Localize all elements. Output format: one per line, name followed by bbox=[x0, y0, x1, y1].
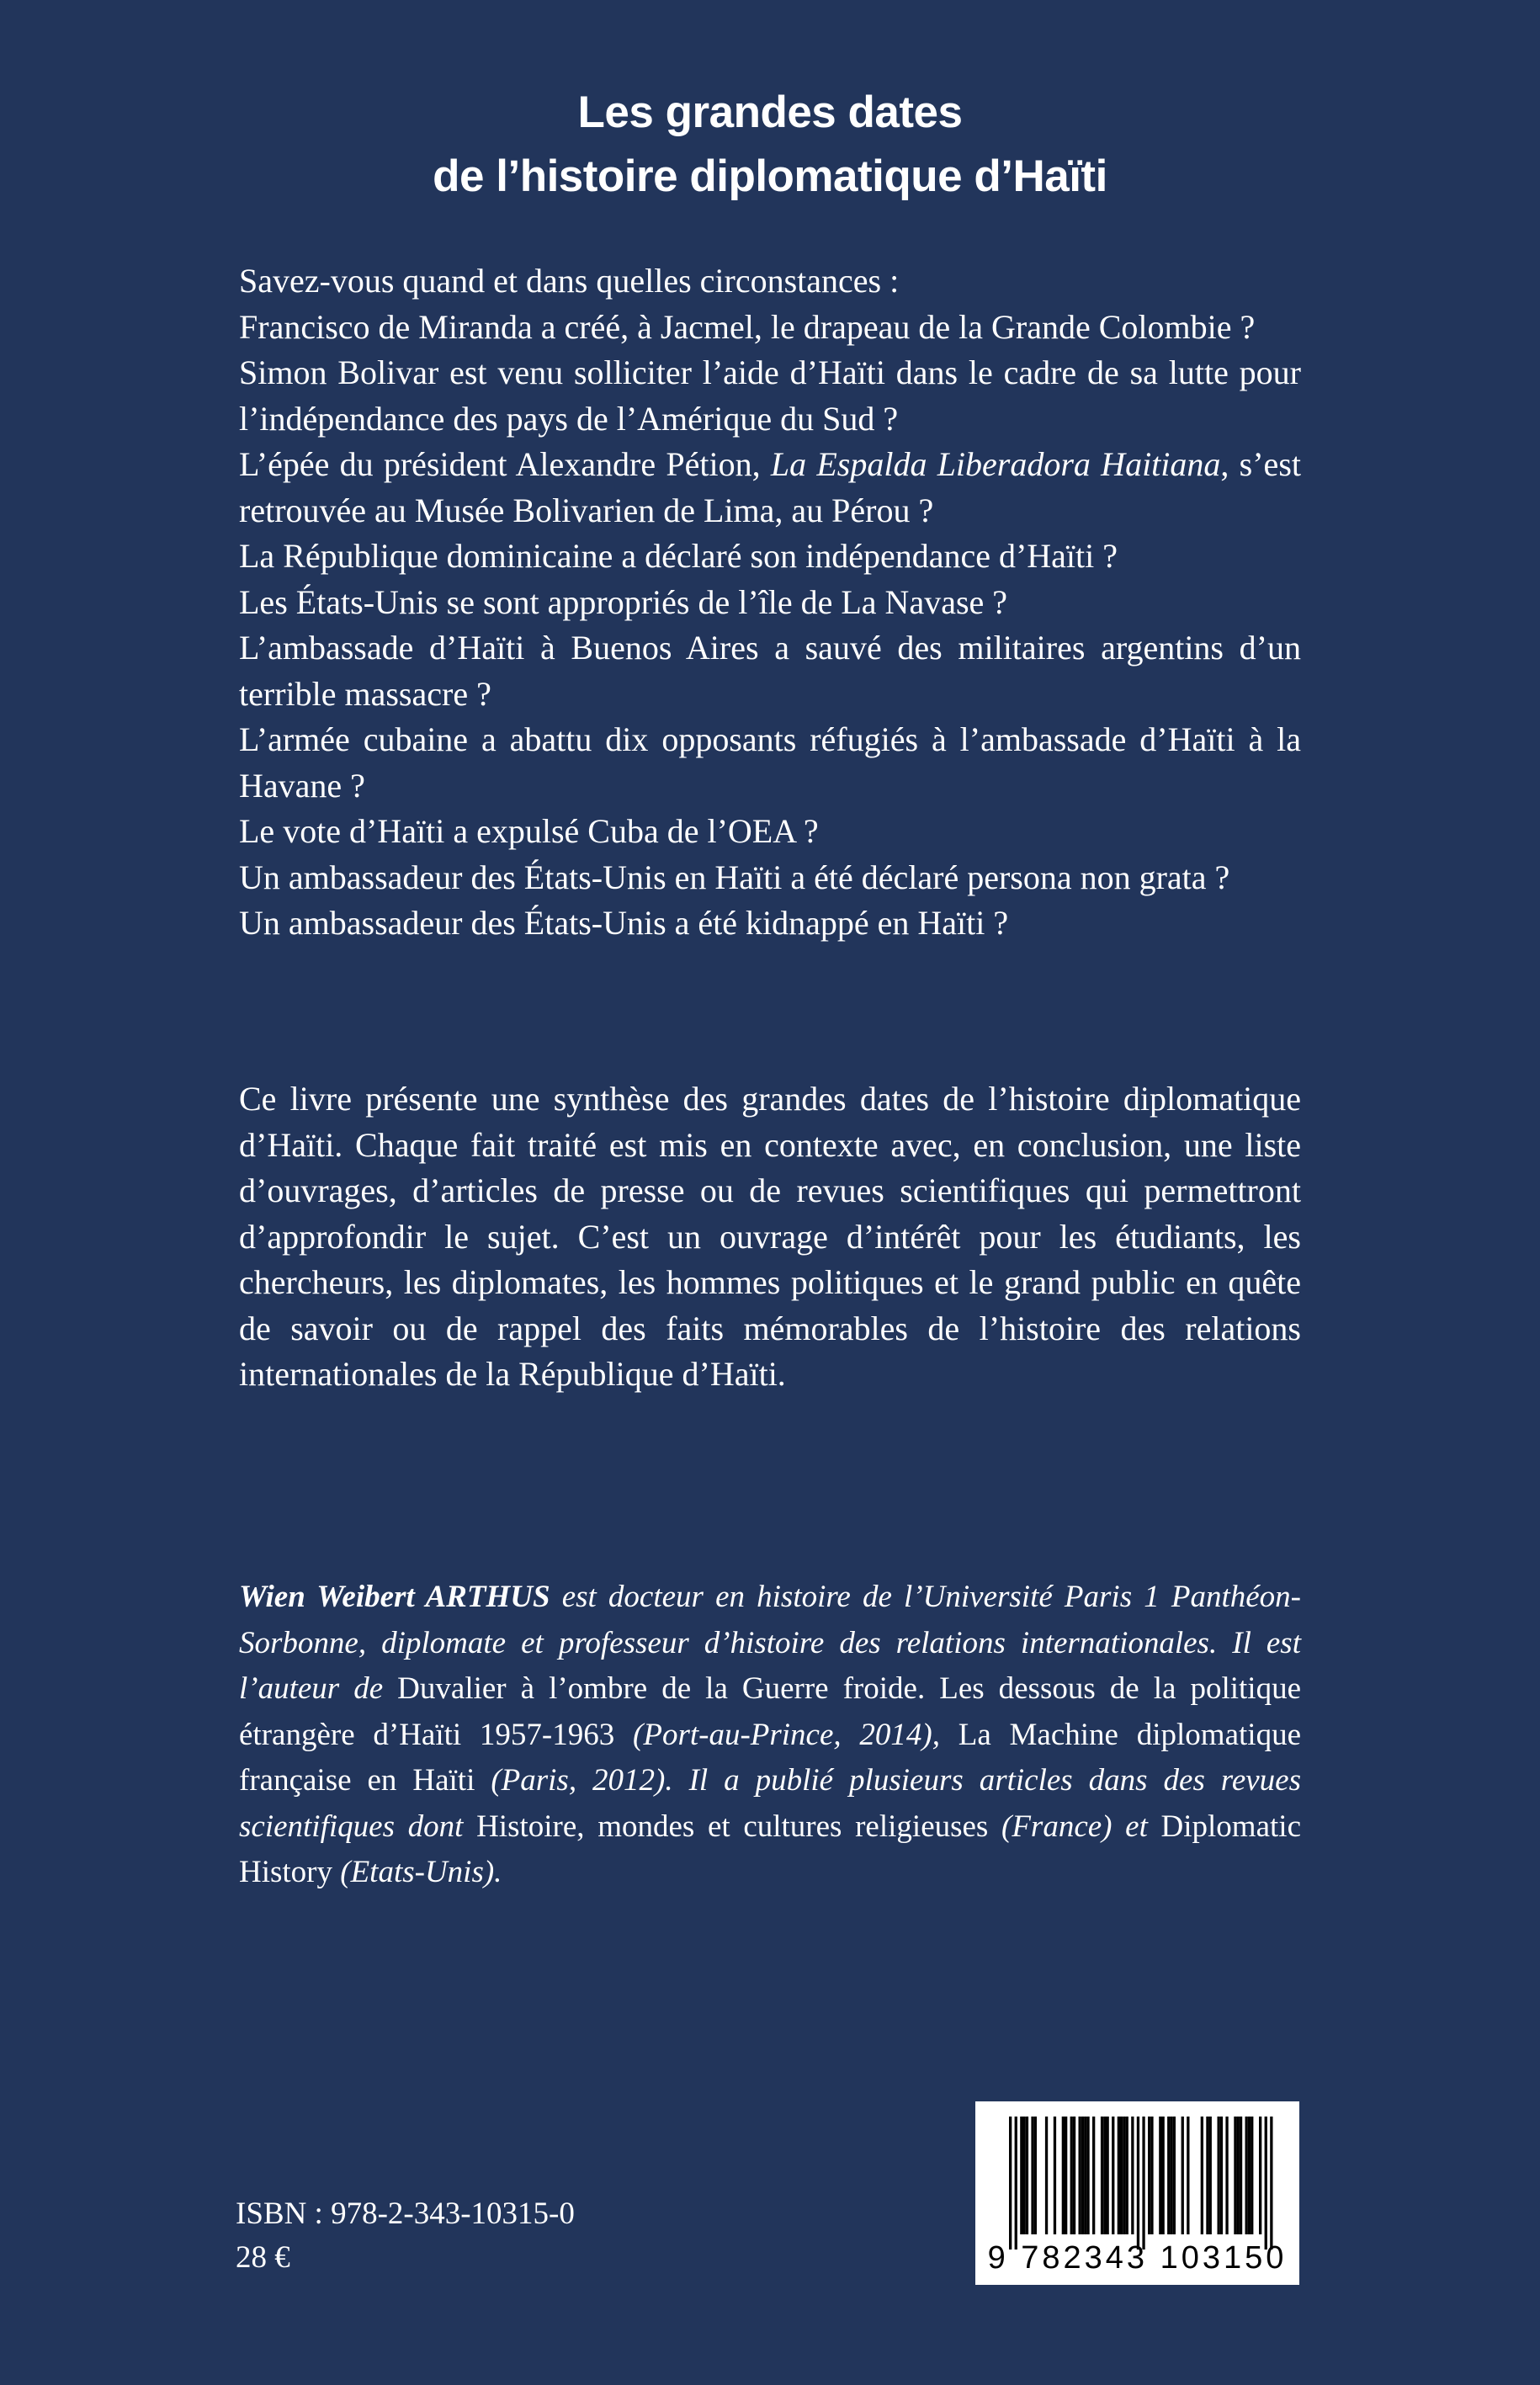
barcode-bar bbox=[1234, 2117, 1236, 2234]
barcode-bar bbox=[1137, 2117, 1139, 2250]
barcode-bar bbox=[1126, 2117, 1128, 2234]
barcode-bar bbox=[1167, 2117, 1170, 2234]
questions-block bbox=[239, 258, 1301, 947]
barcode-bar bbox=[1159, 2117, 1161, 2234]
barcode-bar bbox=[1065, 2117, 1067, 2234]
barcode-bar bbox=[1112, 2117, 1114, 2234]
barcode-bar bbox=[1034, 2117, 1037, 2234]
bio-text: (France) et bbox=[988, 1809, 1161, 1844]
question-text: L’épée du président Alexandre Pétion, bbox=[239, 445, 771, 483]
barcode-bar bbox=[1079, 2117, 1081, 2234]
barcode-bar bbox=[1084, 2117, 1086, 2234]
author-name: Wien Weibert ARTHUS bbox=[239, 1580, 550, 1614]
questions-intro: Savez-vous quand et dans quelles circonstances : bbox=[239, 262, 900, 300]
question-item: Francisco de Miranda a créé, à Jacmel, le drapeau de la Grande Colombie ? bbox=[239, 307, 1256, 346]
question-item: Les États-Unis se sont appropriés de l’île de La Navase ? bbox=[239, 582, 1008, 621]
question-item: Un ambassadeur des États-Unis a été kidnappé en Haïti ? bbox=[239, 904, 1009, 942]
barcode-bar bbox=[1103, 2117, 1106, 2234]
barcode-bar bbox=[1086, 2117, 1089, 2234]
barcode-bar bbox=[1092, 2117, 1095, 2234]
isbn-price-block bbox=[236, 2192, 575, 2280]
barcode-bar bbox=[1251, 2117, 1253, 2234]
barcode-bar bbox=[1101, 2117, 1103, 2234]
barcode-bar bbox=[1062, 2117, 1065, 2234]
journal-title-ref: Histoire, mondes et cultures religieuses bbox=[476, 1809, 989, 1844]
bio-text: est docteur en histoire de l’Université Paris 1 Panthéon-Sorbonne, diplomate et professeur d’histoire des relations internationales. Il est l’auteur de bbox=[239, 1580, 1301, 1706]
barcode-bar bbox=[1220, 2117, 1223, 2234]
book-title bbox=[0, 81, 1540, 209]
barcode-bar bbox=[1201, 2117, 1203, 2234]
question-item: L’armée cubaine a abattu dix opposants réfugiés à l’ambassade d’Haïti à la Havane ? bbox=[239, 720, 1301, 805]
barcode-bar bbox=[1218, 2117, 1220, 2234]
price: 28 € bbox=[236, 2240, 290, 2275]
barcode-bar bbox=[1107, 2117, 1109, 2234]
barcode-bar bbox=[1054, 2117, 1056, 2234]
barcode-bar bbox=[1120, 2117, 1123, 2234]
question-text: , s’est retrouvée au Musée Bolivarien de Lima, au Pérou ? bbox=[239, 445, 1301, 529]
barcode-bar bbox=[1209, 2117, 1212, 2234]
question-item: L’ambassade d’Haïti à Buenos Aires a sauvé des militaires argentins d’un terrible massacre ? bbox=[239, 629, 1301, 713]
barcode-bar bbox=[1245, 2117, 1248, 2234]
barcode-bar bbox=[1073, 2117, 1075, 2234]
barcode-bar bbox=[1118, 2117, 1120, 2234]
barcode-bar bbox=[1270, 2117, 1272, 2250]
barcode-bar bbox=[1020, 2117, 1022, 2234]
barcode-bar bbox=[1173, 2117, 1176, 2234]
barcode-bar bbox=[1187, 2117, 1189, 2234]
barcode-bar bbox=[1026, 2117, 1028, 2234]
barcode-bar bbox=[1148, 2117, 1150, 2234]
bio-text: (Etats-Unis). bbox=[332, 1855, 502, 1889]
book-title-ref: Duvalier à l’ombre de la Guerre froide. Les dessous de la politique étrangère d’Haïti 1957-1963 bbox=[239, 1671, 1301, 1752]
barcode-bar bbox=[1131, 2117, 1134, 2234]
barcode-bar bbox=[1240, 2117, 1242, 2234]
bio-text: (Paris, 2012). Il a publié plusieurs articles dans des revues scientifiques dont bbox=[239, 1763, 1301, 1844]
barcode-bar bbox=[1162, 2117, 1165, 2234]
barcode-bar bbox=[1259, 2117, 1261, 2234]
title-line-2: de l’histoire diplomatique d’Haïti bbox=[433, 151, 1107, 201]
author-bio bbox=[239, 1575, 1301, 1896]
question-item: Simon Bolivar est venu solliciter l’aide d’Haïti dans le cadre de sa lutte pour l’indépendance des pays de l’Amérique du Sud ? bbox=[239, 353, 1301, 438]
barcode-bar bbox=[1123, 2117, 1125, 2234]
barcode-bar bbox=[1081, 2117, 1084, 2234]
barcode-bar bbox=[1206, 2117, 1208, 2234]
barcode-bar bbox=[1045, 2117, 1048, 2234]
barcode-bar bbox=[1070, 2117, 1073, 2234]
bio-text: (Port-au-Prince, 2014), bbox=[614, 1717, 959, 1752]
question-item: La République dominicaine a déclaré son indépendance d’Haïti ? bbox=[239, 537, 1118, 575]
barcode-bar bbox=[1023, 2117, 1026, 2234]
barcode-bar bbox=[1150, 2117, 1153, 2234]
barcode bbox=[975, 2101, 1299, 2285]
barcode-bar bbox=[1225, 2117, 1228, 2234]
sword-name: La Espalda Liberadora Haitiana bbox=[770, 445, 1221, 483]
book-summary: Ce livre présente une synthèse des grandes dates de l’histoire diplomatique d’Haïti. Chaque fait traité est mis en contexte avec, en conclusion, une liste d’ouvrages, d’articles de presse ou de revues scientifiques qui permettront d’approfondir le sujet. C’est un ouvrage d’intérêt pour les étudiants, les chercheurs, les diplomates, les hommes politiques et le grand public en quête de savoir ou de rappel des faits mémorables de l’histoire des relations internationales de la République d’Haïti. bbox=[239, 1080, 1301, 1393]
isbn-number: ISBN : 978-2-343-10315-0 bbox=[236, 2196, 575, 2231]
barcode-bar bbox=[1237, 2117, 1240, 2234]
barcode-bar bbox=[1265, 2117, 1267, 2250]
barcode-digits: 9 782343 103150 bbox=[987, 2240, 1288, 2276]
barcode-bar bbox=[1031, 2117, 1033, 2234]
book-title-ref: La Machine diplomatique française en Haïti bbox=[239, 1717, 1301, 1798]
journal-title-ref: Diplomatic History bbox=[239, 1809, 1301, 1889]
barcode-bar bbox=[1182, 2117, 1184, 2234]
barcode-bar bbox=[1015, 2117, 1017, 2250]
barcode-bar bbox=[1170, 2117, 1172, 2234]
barcode-bar bbox=[1248, 2117, 1251, 2234]
question-item bbox=[239, 442, 1301, 534]
question-item: Un ambassadeur des États-Unis en Haïti a été déclaré persona non grata ? bbox=[239, 858, 1230, 896]
barcode-bar bbox=[1142, 2117, 1144, 2250]
title-line-1: Les grandes dates bbox=[577, 88, 963, 137]
barcode-bar bbox=[1009, 2117, 1012, 2250]
question-item: Le vote d’Haïti a expulsé Cuba de l’OEA ? bbox=[239, 812, 819, 850]
